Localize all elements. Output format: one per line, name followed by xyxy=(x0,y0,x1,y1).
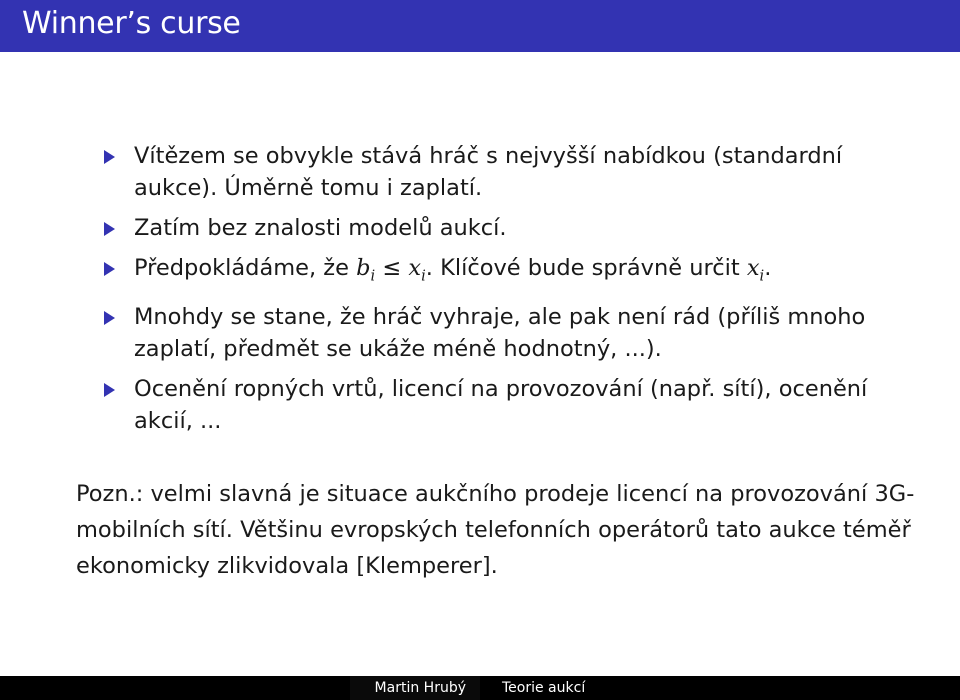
bullet-item xyxy=(104,373,904,437)
triangle-bullet-icon xyxy=(104,383,115,397)
math-x-symbol: x xyxy=(408,255,422,281)
footer-title-box xyxy=(480,676,610,700)
footer-author-box xyxy=(350,676,480,700)
slide-title: Winner’s curse xyxy=(22,6,241,41)
triangle-bullet-icon xyxy=(104,311,115,325)
math-b-symbol: b xyxy=(356,255,371,281)
math-x2-subscript: i xyxy=(759,267,765,285)
bullet-item xyxy=(104,252,904,293)
math-le-symbol: ≤ xyxy=(375,255,409,281)
bullet-text-post: . xyxy=(764,255,772,281)
slide-header xyxy=(0,0,960,52)
bullet-item xyxy=(104,140,904,204)
footer-title: Teorie aukcí xyxy=(502,680,586,696)
bullet-text: Vítězem se obvykle stává hráč s nejvyšší nabídkou (standardní aukce). Úměrně tomu i zaplatí. xyxy=(134,143,843,201)
note-paragraph: Pozn.: velmi slavná je situace aukčního prodeje licencí na provozování 3G-mobilních sítí. Většinu evropských telefonních operátorů tato aukce téměř ekonomicky zlikvidovala [Klemperer]. xyxy=(76,481,915,579)
bullet-item xyxy=(104,212,904,244)
footer-author: Martin Hrubý xyxy=(374,680,466,696)
triangle-bullet-icon xyxy=(104,150,115,164)
triangle-bullet-icon xyxy=(104,222,115,236)
slide-footer xyxy=(0,676,960,700)
bullet-text: Ocenění ropných vrtů, licencí na provozování (např. sítí), ocenění akcií, ... xyxy=(134,375,868,434)
triangle-bullet-icon xyxy=(104,262,115,276)
math-b-subscript: i xyxy=(370,267,376,285)
bullet-text-pre: Předpokládáme, že xyxy=(134,255,357,281)
bullet-text: Zatím bez znalosti modelů aukcí. xyxy=(134,215,507,241)
math-x xyxy=(408,255,426,285)
math-x-subscript: i xyxy=(421,267,426,285)
bullet-text: Mnohdy se stane, že hráč vyhraje, ale pak není rád (příliš mnoho zaplatí, předmět se ukáže méně hodnotný, ...). xyxy=(134,303,866,362)
math-x2-symbol: x xyxy=(746,255,760,281)
bullet-text-mid: . Klíčové bude správně určit xyxy=(425,255,747,281)
bullet-item xyxy=(104,301,904,365)
bullet-list xyxy=(104,140,904,445)
math-b xyxy=(356,255,376,285)
math-x2 xyxy=(746,255,765,285)
